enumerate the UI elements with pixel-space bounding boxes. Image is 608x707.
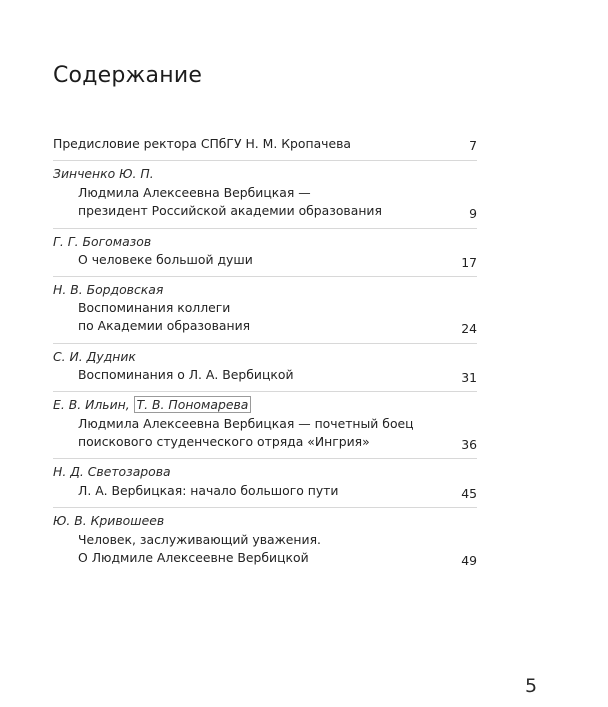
toc-entry-title: О Людмиле Алексеевне Вербицкой bbox=[78, 550, 309, 565]
divider bbox=[53, 276, 477, 277]
toc-entry-author: Н. Д. Светозарова bbox=[53, 464, 171, 479]
toc-entry-page: 31 bbox=[461, 370, 477, 385]
toc-entry-author-primary: Е. В. Ильин, bbox=[53, 397, 134, 412]
toc-entry-author bbox=[53, 397, 251, 413]
divider bbox=[53, 458, 477, 459]
toc-entry-title: О человеке большой души bbox=[78, 252, 253, 267]
toc-entry-title: Людмила Алексеевна Вербицкая — bbox=[78, 185, 311, 200]
toc-entry-page: 24 bbox=[461, 321, 477, 336]
toc-entry-title: Человек, заслуживающий уважения. bbox=[78, 532, 321, 547]
toc-entry-title: Предисловие ректора СПбГУ Н. М. Кропачева bbox=[53, 136, 352, 151]
toc-entry-page: 36 bbox=[461, 437, 477, 452]
divider bbox=[53, 160, 477, 161]
divider bbox=[53, 228, 477, 229]
page-number: 5 bbox=[525, 675, 538, 697]
toc-entry-page: 7 bbox=[469, 138, 477, 153]
toc-entry-page: 49 bbox=[461, 553, 477, 568]
toc-entry-author: С. И. Дудник bbox=[53, 349, 136, 364]
toc-entry-author: Ю. В. Кривошеев bbox=[53, 513, 165, 528]
toc-entry-page: 9 bbox=[469, 206, 477, 221]
toc-entry-title: Воспоминания коллеги bbox=[78, 300, 231, 315]
toc-entry-author: Г. Г. Богомазов bbox=[53, 234, 152, 249]
toc-entry-title: по Академии образования bbox=[78, 318, 251, 333]
toc-entry-author: Н. В. Бордовская bbox=[53, 282, 164, 297]
toc-entry-page: 45 bbox=[461, 486, 477, 501]
toc-entry-title: президент Российской академии образования bbox=[78, 203, 382, 218]
toc-entry-page: 17 bbox=[461, 255, 477, 270]
divider bbox=[53, 391, 477, 392]
divider bbox=[53, 507, 477, 508]
toc-entry-title: Воспоминания о Л. А. Вербицкой bbox=[78, 367, 294, 382]
toc-entry-author: Зинченко Ю. П. bbox=[53, 166, 154, 181]
divider bbox=[53, 343, 477, 344]
toc-entry-title: Л. А. Вербицкая: начало большого пути bbox=[78, 483, 339, 498]
page-title: Содержание bbox=[53, 63, 203, 88]
toc-entry-title: поискового студенческого отряда «Ингрия» bbox=[78, 434, 370, 449]
toc-entry-author-highlighted: Т. В. Пономарева bbox=[134, 396, 252, 413]
toc-entry-title: Людмила Алексеевна Вербицкая — почетный боец bbox=[78, 416, 414, 431]
